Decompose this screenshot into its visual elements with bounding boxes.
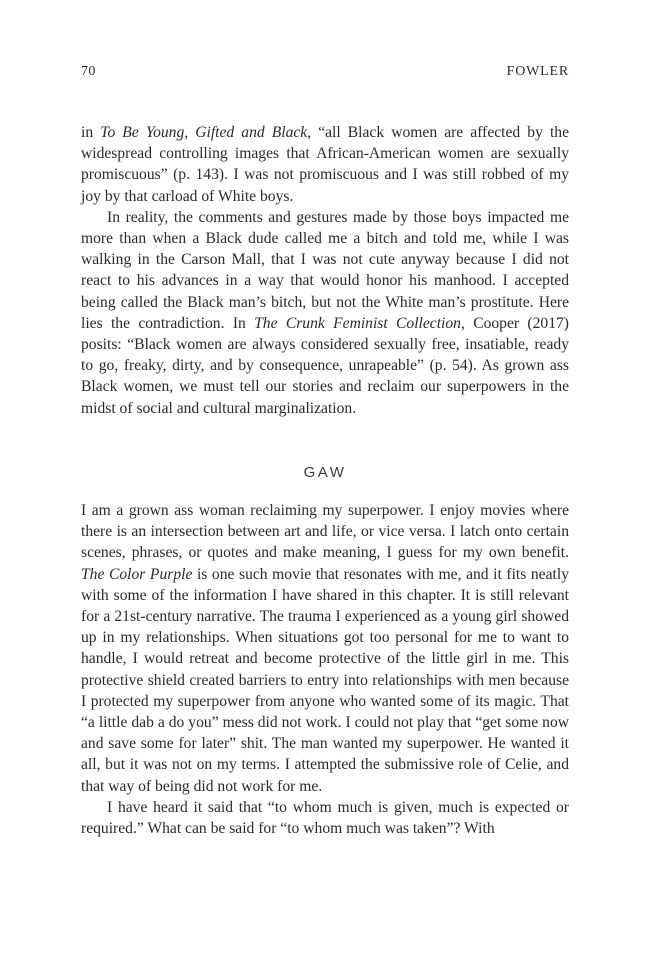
italic-title: The Crunk Feminist Collection, bbox=[254, 314, 465, 332]
running-head bbox=[81, 64, 569, 84]
text-run: Cooper (2017) posits: “Black women are always considered sexually free, insatiable, ready to go, freaky, dirty, and by consequence, unrapeable” (p. 54). As grown ass Black women, we must tell our stories and reclaim our superpowers in the midst of social and cultural marginalization. bbox=[81, 314, 569, 417]
text-run: in bbox=[81, 124, 101, 141]
paragraph bbox=[81, 207, 569, 419]
text-run: is one such movie that resonates with me, and it fits neatly with some of the information I have shared in this chapter. It is still relevant for a 21st-century narrative. The trauma I experienced as a young girl showed up in my relationships. When situations got too personal for me to want to handle, I would retreat and become protective of the little girl in me. This protective shield created barriers to entry into relationships with men because I protected my superpower from anyone who wanted some of its magic. That “a little dab a do you” mess did not work. I could not play that “get some now and save some for later” shit. The man wanted my superpower. He wanted it all, but it was not on my terms. I attempted the submissive role of Celie, and that way of being did not work for me. bbox=[81, 565, 569, 795]
text-run: In reality, the comments and gestures made by those boys impacted me more than when a Black dude called me a bitch and told me, while I was walking in the Carson Mall, that I was not cute anyway because I did not react to his advances in a way that would honor his manhood. I accepted being called the Black man’s bitch, but not the White man’s prostitute. Here lies the contradiction. In bbox=[81, 208, 569, 332]
italic-title: To Be Young, Gifted and Black bbox=[100, 124, 308, 141]
paragraph bbox=[81, 797, 569, 839]
paragraph bbox=[81, 122, 569, 207]
italic-title: The Color Purple bbox=[81, 565, 193, 583]
section-heading: GAW bbox=[303, 464, 347, 481]
text-run: , “all Black women are affected by the widespread controlling images that African-American women are sexually promiscuous” (p. 143). I was not promiscuous and I was still robbed of my joy by that carload of White boys. bbox=[81, 124, 570, 205]
page-number: 70 bbox=[81, 64, 96, 79]
body-text-section-2 bbox=[81, 500, 569, 839]
body-text-section-1 bbox=[81, 122, 569, 419]
running-head-author: FOWLER bbox=[506, 64, 569, 79]
paragraph bbox=[81, 500, 569, 797]
text-run: I am a grown ass woman reclaiming my superpower. I enjoy movies where there is an intersection between art and life, or vice versa. I latch onto certain scenes, phrases, or quotes and make meaning, I guess for my own benefit. bbox=[81, 502, 569, 562]
text-run: I have heard it said that “to whom much is given, much is expected or required.” What can be said for “to whom much was taken”? With bbox=[81, 798, 569, 838]
